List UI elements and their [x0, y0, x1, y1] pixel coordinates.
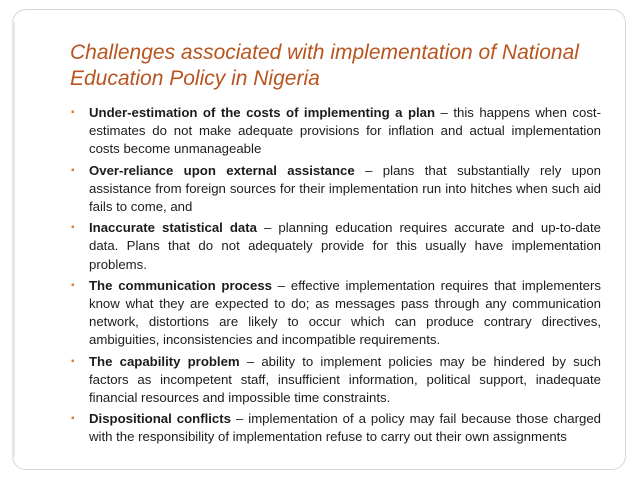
bullet-text: – plans that substantially rely upon assistance from foreign sources for their implementation run into hitches when such aid fails to come, and: [89, 162, 602, 215]
bullet-text: – effective implementation requires that implementers know what they are expected to do; as messages pass through any communication network, distortions are likely to occur which can produce contrary directives, ambiguities, inconsistencies and incompatible requirements.: [89, 277, 601, 348]
bullet-term: Dispositional conflicts: [89, 411, 231, 427]
bullet-item-statistical-data: [71, 219, 601, 274]
bullet-item-capability-problem: [71, 353, 601, 408]
bullet-list: [71, 104, 601, 450]
bullet-icon: ▪: [71, 413, 75, 425]
bullet-text: – planning education requires accurate and up-to-date data. Plans that do not adequately provide for this usually have implementation problems.: [89, 220, 601, 272]
bullet-term: The capability problem: [89, 353, 240, 369]
slide-title: Challenges associated with implementation of National Education Policy in Nigeria: [70, 41, 579, 90]
bullet-text: – this happens when cost-estimates do not make adequate provisions for inflation and actual implementation costs become unmanageable: [89, 105, 601, 157]
bullet-term: The communication process: [89, 277, 272, 293]
bullet-icon: ▪: [71, 164, 75, 176]
bullet-icon: ▪: [71, 107, 75, 118]
bullet-icon: ▪: [71, 222, 75, 234]
bullet-term: Inaccurate statistical data: [89, 220, 257, 236]
bullet-item-dispositional-conflicts: [71, 410, 601, 446]
bullet-icon: ▪: [71, 355, 75, 367]
bullet-item-cost-underestimation: [71, 104, 601, 159]
bullet-item-external-assistance: [71, 162, 601, 217]
bullet-text: – ability to implement policies may be hindered by such factors as incompetent staff, insufficient information, political support, inadequate financial resources and impossible time constraints.: [89, 353, 601, 406]
bullet-term: Under-estimation of the costs of implementing a plan: [89, 105, 436, 120]
bullet-item-communication-process: [71, 277, 601, 350]
frame-accent-bar: [12, 22, 15, 457]
bullet-text: – implementation of a policy may fail because those charged with the responsibility of implementation refuse to carry out their own assignments: [89, 411, 602, 445]
bullet-term: Over-reliance upon external assistance: [89, 162, 355, 178]
bullet-icon: ▪: [71, 279, 75, 291]
